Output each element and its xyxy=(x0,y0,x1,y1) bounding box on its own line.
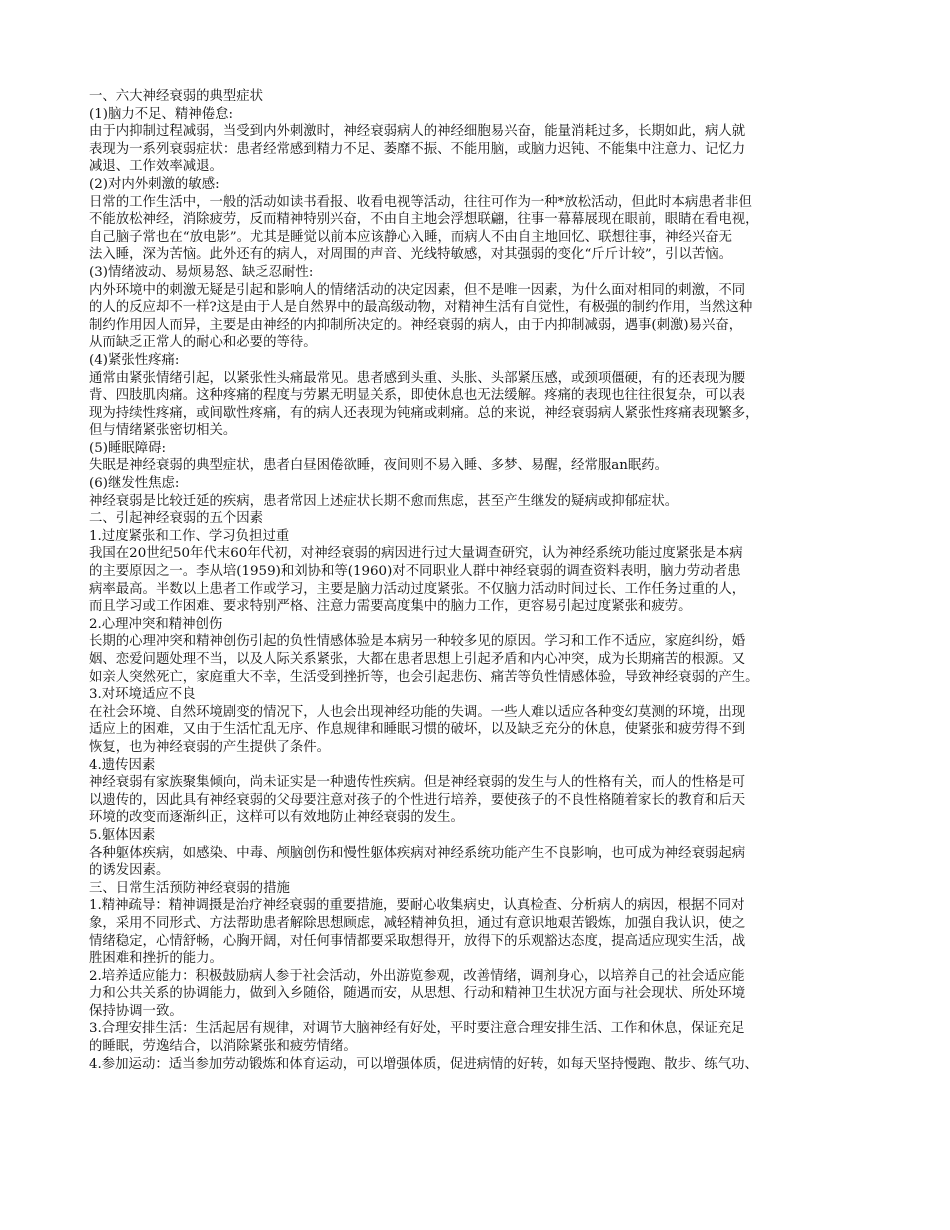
document-body xyxy=(89,88,859,1073)
text-line: 3.对环境适应不良 xyxy=(89,687,196,703)
text-line: 由于内抑制过程减弱，当受到内外刺激时，神经衰弱病人的神经细胞易兴奋，能量消耗过多，长期如此，病人就 xyxy=(89,124,746,140)
text-line: 从而缺乏正常人的耐心和必要的等待。 xyxy=(89,335,317,351)
text-line: 的主要原因之一。李从培(1959)和刘协和等(1960)对不同职业人群中神经衰弱的调查资料表明，脑力劳动者患 xyxy=(89,564,741,580)
text-line: 情绪稳定，心情舒畅，心胸开阔，对任何事情都要采取想得开，放得下的乐观豁达态度，提高适应现实生活，战 xyxy=(89,933,746,949)
text-line: 的诱发因素。 xyxy=(89,863,170,879)
text-line: (2)对内外刺激的敏感: xyxy=(89,176,220,192)
text-line: 2.心理冲突和精神创伤 xyxy=(89,616,223,632)
text-line: 1.精神疏导：精神调摄是治疗神经衰弱的重要措施，要耐心收集病史，认真检查、分析病人的病因，根据不同对 xyxy=(89,898,745,914)
text-line: 的睡眠，劳逸结合，以消除紧张和疲劳情绪。 xyxy=(89,1039,357,1055)
text-line: 神经衰弱有家族聚集倾向，尚未证实是一种遗传性疾病。但是神经衰弱的发生与人的性格有关，而人的性格是可 xyxy=(89,775,746,791)
text-line: 病率最高。半数以上患者工作或学习，主要是脑力活动过度紧张。不仅脑力活动时间过长、工作任务过重的人， xyxy=(89,581,746,597)
text-line: 的人的反应却不一样?这是由于人是自然界中的最高级动物，对精神生活有自觉性，有极强的制约作用，当然这种 xyxy=(89,300,753,316)
text-line: 背、四肢肌肉痛。这种疼痛的程度与劳累无明显关系，即使休息也无法缓解。疼痛的表现也往往很复杂，可以表 xyxy=(89,388,746,404)
text-line: 内外环境中的刺激无疑是引起和影响人的情绪活动的决定因素，但不是唯一因素，为什么面对相同的刺激，不同 xyxy=(89,282,746,298)
text-line: 而且学习或工作困难、要求特别严格、注意力需要高度集中的脑力工作，更容易引起过度紧张和疲劳。 xyxy=(89,599,692,615)
text-line: 通常由紧张情绪引起，以紧张性头痛最常见。患者感到头重、头胀、头部紧压感，或颈项僵硬，有的还表现为腰 xyxy=(89,370,746,386)
text-line: 环境的改变而逐渐纠正，这样可以有效地防止神经衰弱的发生。 xyxy=(89,810,464,826)
text-line: 在社会环境、自然环境剧变的情况下，人也会出现神经功能的失调。一些人难以适应各种变幻莫测的环境，出现 xyxy=(89,704,746,720)
text-line: 5.躯体因素 xyxy=(89,827,156,843)
text-line: 4.遗传因素 xyxy=(89,757,156,773)
text-line: 三、日常生活预防神经衰弱的措施 xyxy=(89,880,290,896)
text-line: 现为持续性疼痛，或间歇性疼痛，有的病人还表现为钝痛或刺痛。总的来说，神经衰弱病人紧张性疼痛表现繁多， xyxy=(89,405,759,421)
text-line: 不能放松神经，消除疲劳，反而精神特别兴奋，不由自主地会浮想联翩，往事一幕幕展现在眼前，眼睛在看电视， xyxy=(89,212,759,228)
text-line: (6)继发性焦虑: xyxy=(89,476,180,492)
text-line: 如亲人突然死亡，家庭重大不幸，生活受到挫折等，也会引起悲伤、痛苦等负性情感体验，导致神经衰弱的产生。 xyxy=(89,669,759,685)
text-line: (1)脑力不足、精神倦怠: xyxy=(89,106,233,122)
text-line: 二、引起神经衰弱的五个因素 xyxy=(89,511,264,527)
text-line: 恢复，也为神经衰弱的产生提供了条件。 xyxy=(89,739,331,755)
text-line: (5)睡眠障碍: xyxy=(89,440,167,456)
text-line: 法入睡，深为苦恼。此外还有的病人，对周围的声音、光线特敏感，对其强弱的变化“斤斤计较”，引以苦恼。 xyxy=(89,247,733,263)
text-line: 各种躯体疾病，如感染、中毒、颅脑创伤和慢性躯体疾病对神经系统功能产生不良影响，也可成为神经衰弱起病 xyxy=(89,845,746,861)
text-line: (3)情绪波动、易烦易怒、缺乏忍耐性: xyxy=(89,264,314,280)
text-line: 象，采用不同形式、方法帮助患者解除思想顾虑，减轻精神负担，通过有意识地艰苦锻炼，加强自我认识，使之 xyxy=(89,915,746,931)
text-line: 胜困难和挫折的能力。 xyxy=(89,951,223,967)
text-line: 2.培养适应能力：积极鼓励病人参于社会活动，外出游览参观，改善情绪，调剂身心，以培养自己的社会适应能 xyxy=(89,968,745,984)
text-line: 保持协调一致。 xyxy=(89,1003,183,1019)
text-line: 力和公共关系的协调能力，做到入乡随俗，随遇而安，从思想、行动和精神卫生状况方面与社会现状、所处环境 xyxy=(89,986,746,1002)
text-line: 以遗传的，因此具有神经衰弱的父母要注意对孩子的个性进行培养，要使孩子的不良性格随着家长的教育和后天 xyxy=(89,792,746,808)
text-line: 但与情绪紧张密切相关。 xyxy=(89,423,237,439)
text-line: 失眠是神经衰弱的典型症状，患者白昼困倦欲睡，夜间则不易入睡、多梦、易醒，经常服an眠药。 xyxy=(89,458,669,474)
text-line: 减退、工作效率减退。 xyxy=(89,159,223,175)
text-line: 表现为一系列衰弱症状：患者经常感到精力不足、萎靡不振、不能用脑，或脑力迟钝、不能集中注意力、记忆力 xyxy=(89,141,746,157)
text-line: 3.合理安排生活：生活起居有规律，对调节大脑神经有好处，平时要注意合理安排生活、工作和休息，保证充足 xyxy=(89,1021,745,1037)
text-line: 我国在20世纪50年代末60年代初，对神经衰弱的病因进行过大量调查研究，认为神经系统功能过度紧张是本病 xyxy=(89,546,743,562)
text-line: 日常的工作生活中，一般的活动如读书看报、收看电视等活动，往往可作为一种*放松活动，但此时本病患者非但 xyxy=(89,194,752,210)
text-line: (4)紧张性疼痛: xyxy=(89,352,180,368)
text-line: 长期的心理冲突和精神创伤引起的负性情感体验是本病另一种较多见的原因。学习和工作不适应，家庭纠纷，婚 xyxy=(89,634,746,650)
text-line: 1.过度紧张和工作、学习负担过重 xyxy=(89,528,290,544)
text-line: 自己脑子常也在“放电影”。尤其是睡觉以前本应该静心入睡，而病人不由自主地回忆、联想往事，神经兴奋无 xyxy=(89,229,733,245)
text-line: 一、六大神经衰弱的典型症状 xyxy=(89,89,264,104)
text-line: 4.参加运动：适当参加劳动锻炼和体育运动，可以增强体质，促进病情的好转，如每天坚持慢跑、散步、练气功、 xyxy=(89,1056,758,1072)
text-line: 姻、恋爱问题处理不当，以及人际关系紧张，大都在患者思想上引起矛盾和内心冲突，成为长期痛苦的根源。又 xyxy=(89,652,746,667)
text-line: 适应上的困难，又由于生活忙乱无序、作息规律和睡眠习惯的破坏，以及缺乏充分的休息，使紧张和疲劳得不到 xyxy=(89,722,746,738)
text-line: 神经衰弱是比较迁延的疾病，患者常因上述症状长期不愈而焦虑，甚至产生继发的疑病或抑郁症状。 xyxy=(89,493,679,509)
text-line: 制约作用因人而异，主要是由神经的内抑制所决定的。神经衰弱的病人，由于内抑制减弱，遇事(刺激)易兴奋， xyxy=(89,317,743,333)
